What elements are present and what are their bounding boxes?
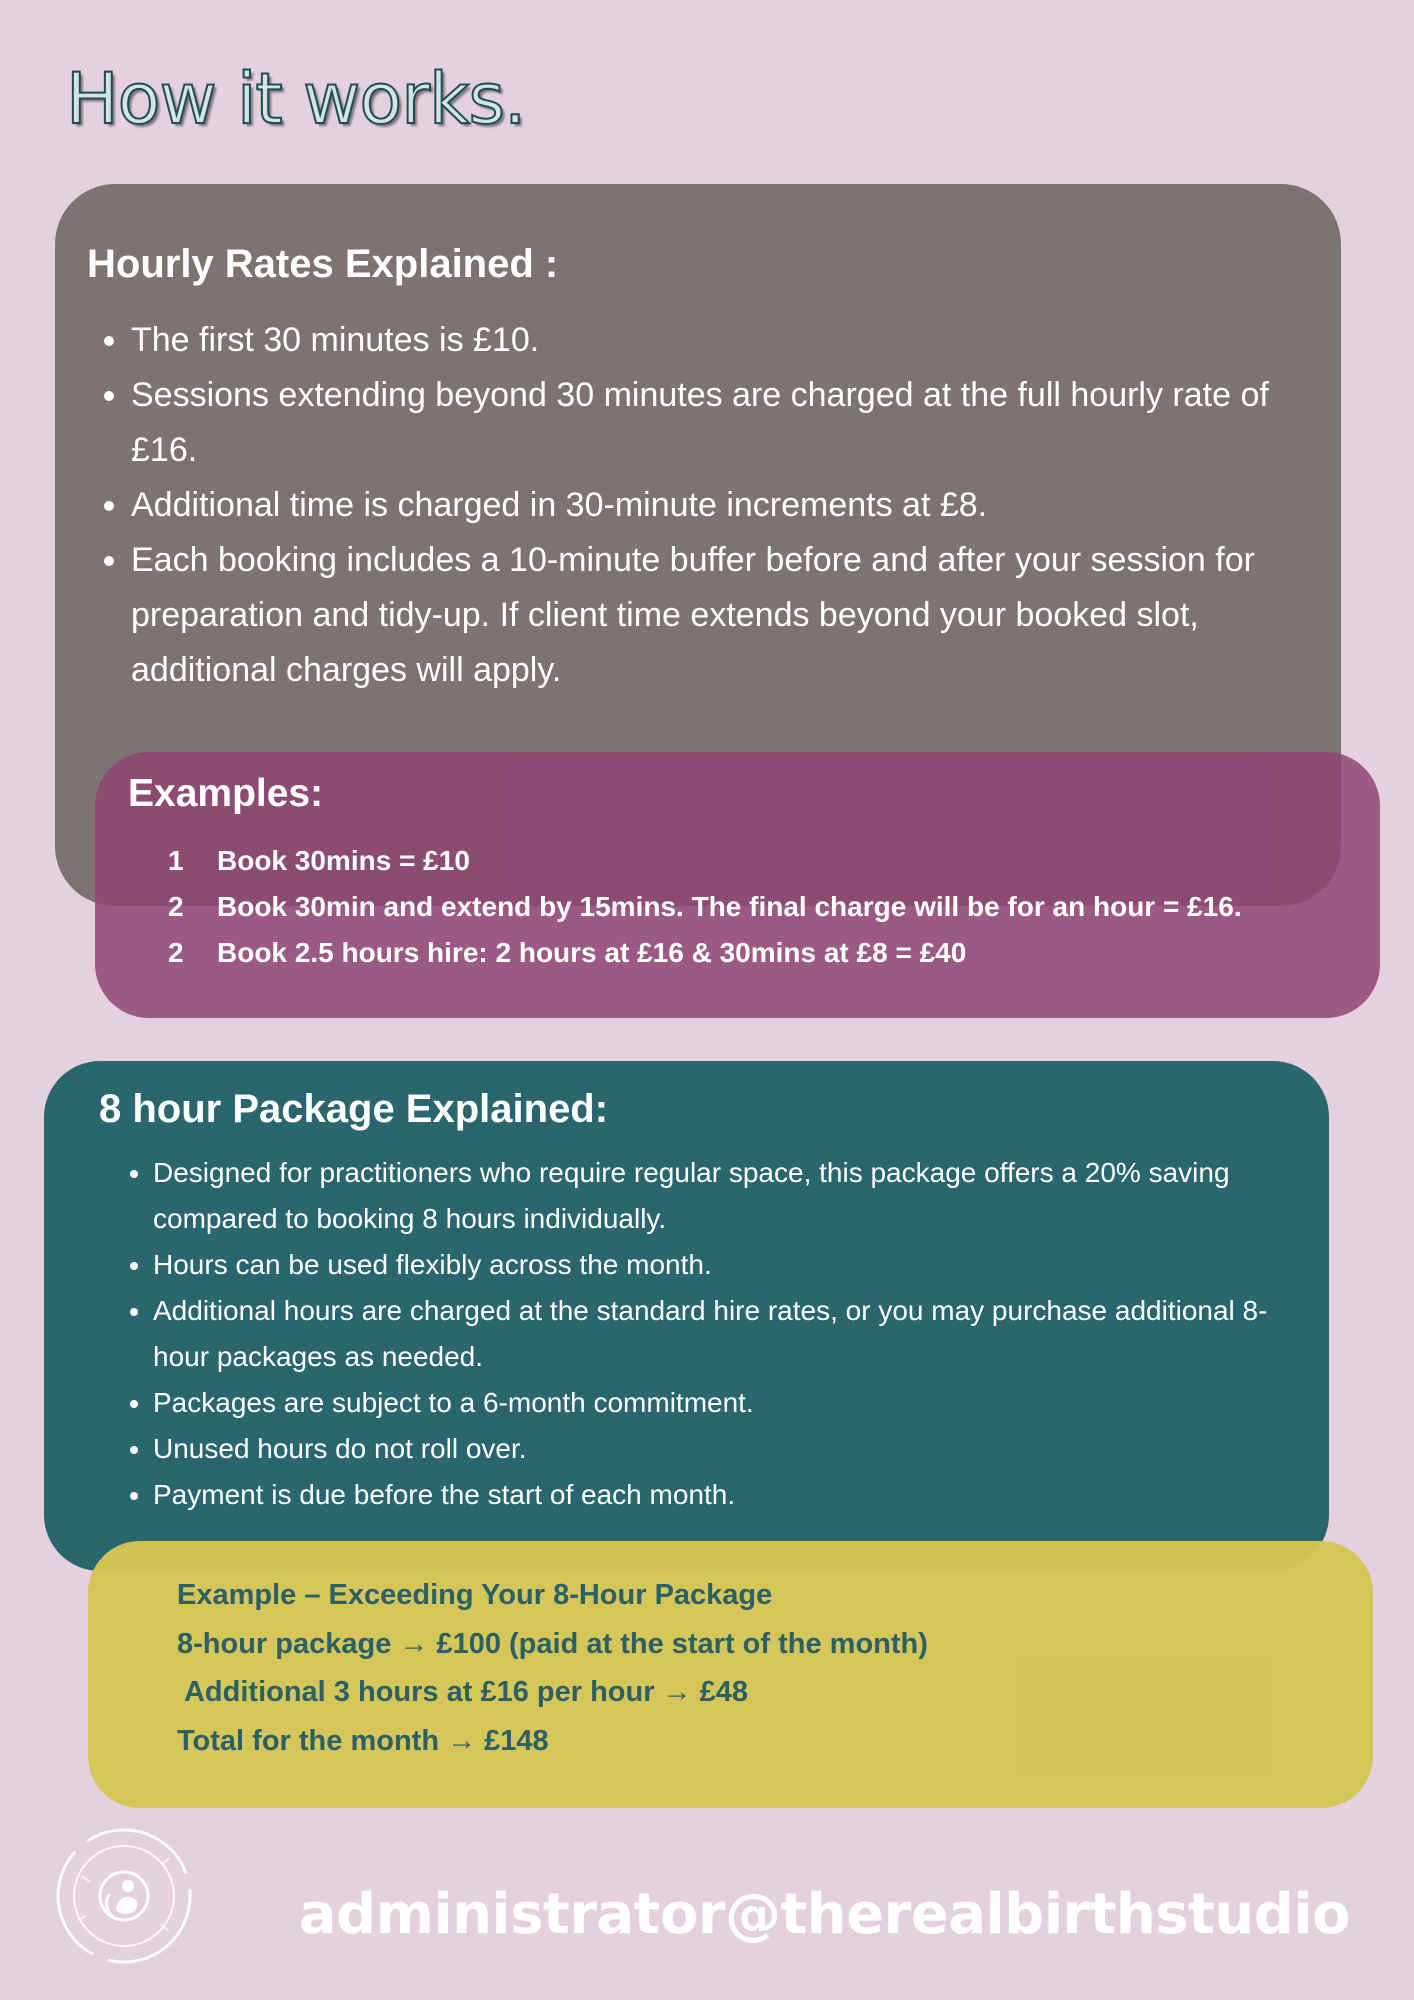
studio-logo — [52, 1824, 196, 1968]
list-item: • Hours can be used flexibly across the month. — [153, 1242, 1289, 1288]
examples-list — [128, 838, 1340, 976]
list-item: • Packages are subject to a 6-month commitment. — [153, 1380, 1289, 1426]
package-panel — [44, 1061, 1329, 1571]
package-example-total: Total for the month → £148 — [177, 1724, 549, 1757]
list-item: • Payment is due before the start of each month. — [153, 1472, 1289, 1518]
hourly-rates-heading: Hourly Rates Explained : — [87, 242, 559, 286]
logo-graphic — [52, 1824, 196, 1968]
examples-heading: Examples: — [128, 772, 324, 815]
example-text: Book 30mins = £10 — [217, 845, 470, 876]
list-item — [168, 884, 1340, 930]
package-example-title: Example – Exceeding Your 8-Hour Package — [177, 1579, 773, 1611]
example-number: 2 — [168, 937, 184, 968]
example-text: Book 2.5 hours hire: 2 hours at £16 & 30mins at £8 = £40 — [217, 937, 967, 968]
example-number: 2 — [168, 891, 184, 922]
package-example-panel — [88, 1541, 1373, 1808]
list-item: • Designed for practitioners who require regular space, this package offers a 20% saving compared to booking 8 hours individually. — [153, 1150, 1289, 1242]
page-title: How it works. — [66, 58, 526, 140]
package-heading: 8 hour Package Explained: — [99, 1087, 609, 1131]
list-item — [168, 930, 1340, 976]
package-list — [99, 1150, 1289, 1518]
example-text: Book 30min and extend by 15mins. The final charge will be for an hour = £16. — [217, 891, 1242, 922]
package-example-line: Additional 3 hours at £16 per hour → £48 — [177, 1676, 748, 1708]
list-item: • Additional hours are charged at the standard hire rates, or you may purchase additional 8-hour packages as needed. — [153, 1288, 1289, 1380]
list-item: • Unused hours do not roll over. — [153, 1426, 1289, 1472]
hourly-rates-list — [87, 313, 1305, 698]
example-number: 1 — [168, 845, 184, 876]
list-item: • Each booking includes a 10-minute buffer before and after your session for preparation and tidy-up. If client time extends beyond your booked slot, additional charges will apply. — [131, 533, 1305, 698]
package-example-line: 8-hour package → £100 (paid at the start of the month) — [177, 1627, 928, 1660]
contact-email: administrator@therealbirthstudio — [298, 1882, 1350, 1947]
list-item: • Additional time is charged in 30-minute increments at £8. — [131, 478, 1305, 533]
list-item — [168, 838, 1340, 884]
list-item: • Sessions extending beyond 30 minutes are charged at the full hourly rate of £16. — [131, 368, 1305, 478]
list-item: • The first 30 minutes is £10. — [131, 313, 1305, 368]
examples-panel — [95, 752, 1380, 1018]
